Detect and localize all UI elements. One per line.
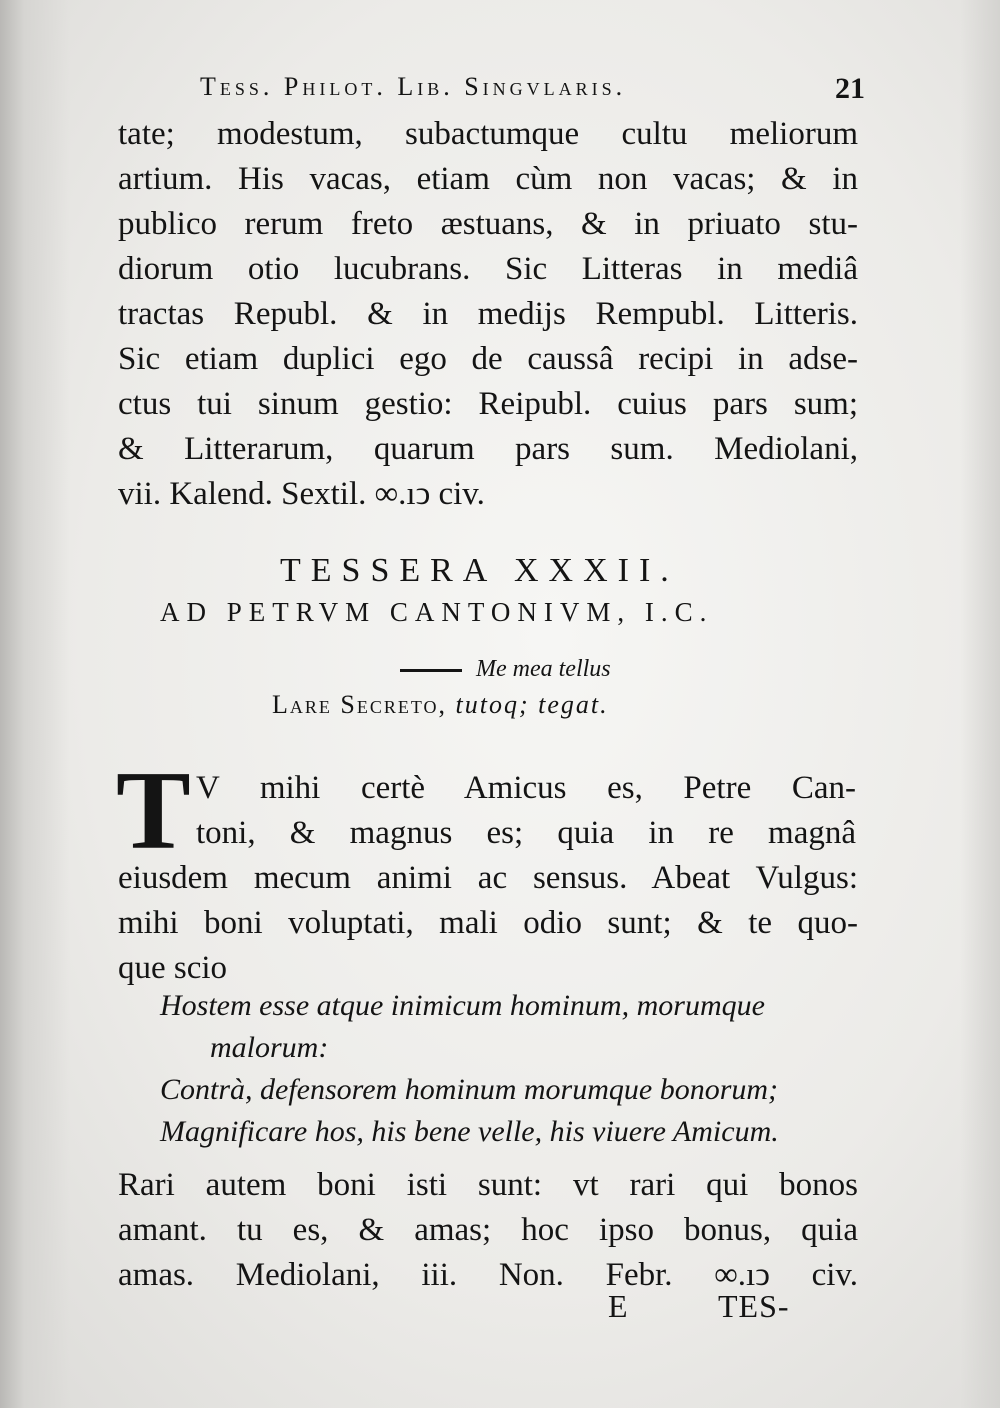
text-line: mihi boni voluptati, mali odio sunt; & te quo-: [118, 905, 858, 941]
letter-body: [118, 856, 858, 991]
epigraph-text: Me mea tellus: [476, 656, 611, 682]
epigraph-line: [400, 656, 611, 683]
text-line: vii. Kalend. Sextil. ∞.ıↄ civ.: [118, 476, 485, 512]
text-line: diorum otio lucubrans. Sic Litteras in mediâ: [118, 251, 858, 287]
text-line: publico rerum freto æstuans, & in priuato stu-: [118, 206, 858, 242]
verse-line: Contrà, defensorem hominum morumque bonorum;: [160, 1073, 779, 1106]
drop-cap: T: [116, 749, 191, 873]
text-line: tate; modestum, subactumque cultu meliorum: [118, 116, 858, 152]
verse-line: Hostem esse atque inimicum hominum, morumque: [160, 989, 765, 1022]
fore-edge-shadow: [960, 0, 1000, 1408]
text-line: Sic etiam duplici ego de caussâ recipi in adse-: [118, 341, 858, 377]
text-line: & Litterarum, quarum pars sum. Mediolani,: [118, 431, 858, 467]
text-line: artium. His vacas, etiam cùm non vacas; & in: [118, 161, 858, 197]
epigraph-text: Lare Secreto,: [272, 690, 448, 719]
verse-quotation: [160, 985, 860, 1153]
section-subtitle: AD PETRVM CANTONIVM, I.C.: [160, 597, 714, 627]
letter-continuation: [118, 112, 858, 517]
page-header: [200, 72, 865, 112]
section-title: TESSERA XXXII.: [280, 552, 679, 589]
running-head: Tess. Philot. Lib. Singvlaris.: [200, 72, 627, 101]
text-line: toni, & magnus es; quia in re magnâ: [196, 815, 856, 851]
signature-mark: E: [608, 1288, 628, 1324]
text-line: que scio: [118, 950, 228, 986]
letter-opening: [196, 766, 856, 856]
text-line: amas. Mediolani, iii. Non. Febr. ∞.ıↄ civ.: [118, 1257, 858, 1293]
text-line: eiusdem mecum animi ac sensus. Abeat Vulgus:: [118, 860, 858, 896]
verse-line: malorum:: [210, 1031, 329, 1064]
text-line: amant. tu es, & amas; hoc ipso bonus, quia: [118, 1212, 858, 1248]
text-line: Rari autem boni isti sunt: vt rari qui bonos: [118, 1167, 858, 1203]
text-line: tractas Republ. & in medijs Rempubl. Litteris.: [118, 296, 858, 332]
text-line: V mihi certè Amicus es, Petre Can-: [196, 770, 856, 806]
catchword: TES-: [718, 1288, 790, 1324]
letter-closing: [118, 1163, 858, 1298]
gutter-shadow: [0, 0, 70, 1408]
epigraph-text: tutoq; tegat.: [455, 690, 609, 719]
text-line: ctus tui sinum gestio: Reipubl. cuius pars sum;: [118, 386, 858, 422]
page-number: 21: [835, 72, 865, 105]
epigraph-line: [272, 690, 609, 720]
em-dash-rule: [400, 669, 462, 672]
verse-line: Magnificare hos, his bene velle, his viuere Amicum.: [160, 1115, 779, 1148]
